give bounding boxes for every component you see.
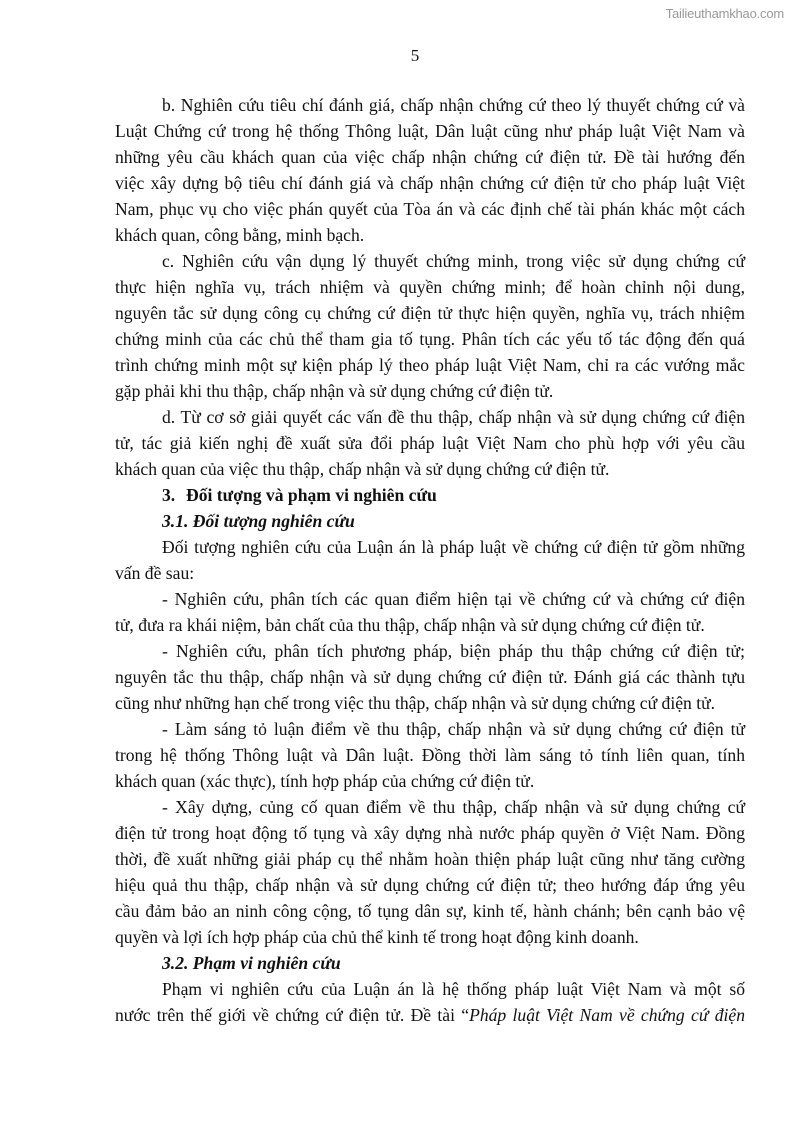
watermark: Tailieuthamkhao.com: [665, 6, 784, 21]
paragraph-line: Đối tượng nghiên cứu của Luận án là pháp luật về chứng cứ điện tử gồm những: [162, 537, 745, 557]
paragraph: [115, 248, 745, 404]
paragraph: [115, 586, 745, 638]
paragraph-line: - Làm sáng tỏ luận điểm về thu thập, chấp nhận và sử dụng chứng cứ điện tử: [162, 719, 745, 739]
paragraph-line: trong hệ thống Thông luật và Dân luật. Đồng thời làm sáng tỏ tính liên quan, tính: [115, 745, 745, 765]
paragraph: [115, 404, 745, 482]
line-text: nước trên thế giới về chứng cứ điện tử. Đề tài “: [115, 1005, 470, 1025]
subsection-heading: 3.2. Phạm vi nghiên cứu: [162, 953, 341, 973]
document-body: [115, 92, 745, 1028]
paragraph-line: d. Từ cơ sở giải quyết các vấn đề thu thập, chấp nhận và sử dụng chứng cứ điện: [162, 407, 745, 427]
subsection-heading: 3.1. Đối tượng nghiên cứu: [162, 511, 355, 531]
paragraph-line: việc xây dựng bộ tiêu chí đánh giá và chấp nhận chứng cứ điện tử cho pháp luật Việt: [115, 173, 745, 193]
paragraph-line: - Nghiên cứu, phân tích các quan điểm hiện tại về chứng cứ và chứng cứ điện: [162, 589, 745, 609]
section-number: 3.: [162, 485, 176, 505]
paragraph-line: cầu đảm bảo an ninh công cộng, tố tụng dân sự, kinh tế, hành chánh; bên cạnh bảo vệ: [115, 901, 745, 921]
paragraph-line: thực hiện nghĩa vụ, trách nhiệm và quyền chứng minh; để hoàn chỉnh nội dung,: [115, 277, 745, 297]
paragraph: [115, 716, 745, 794]
paragraph: [115, 92, 745, 248]
paragraph-line: khách quan (xác thực), tính hợp pháp của chứng cứ điện tử.: [115, 771, 535, 791]
paragraph-line: - Nghiên cứu, phân tích phương pháp, biện pháp thu thập chứng cứ điện tử;: [162, 641, 745, 661]
paragraph-line: nguyên tắc sử dụng công cụ chứng cứ điện tử thực hiện quyền, nghĩa vụ, trách nhiệm: [115, 303, 745, 323]
paragraph-line: Luật Chứng cứ trong hệ thống Thông luật, Dân luật cũng như pháp luật Việt Nam và: [115, 121, 745, 141]
paragraph-line: hiệu quả thu thập, chấp nhận và sử dụng chứng cứ điện tử; theo hướng đáp ứng yêu: [115, 875, 745, 895]
paragraph-line: nguyên tắc thu thập, chấp nhận và sử dụng chứng cứ điện tử. Đánh giá các thành tựu: [115, 667, 745, 687]
paragraph-line: tử, đưa ra khái niệm, bản chất của thu thập, chấp nhận và sử dụng chứng cứ điện tử.: [115, 615, 705, 635]
page-number: 5: [410, 46, 420, 65]
paragraph-line: vấn đề sau:: [115, 563, 195, 583]
paragraph-line: Nam, phục vụ cho việc phán quyết của Tòa án và các định chế tài phán khác một cách: [115, 199, 745, 219]
paragraph-line: trình chứng minh một sự kiện pháp lý theo pháp luật Việt Nam, chỉ ra các vướng mắc: [115, 355, 745, 375]
paragraph-line: gặp phải khi thu thập, chấp nhận và sử dụng chứng cứ điện tử.: [115, 381, 554, 401]
paragraph-line: những yêu cầu khách quan của việc chấp nhận chứng cứ điện tử. Đề tài hướng đến: [115, 147, 745, 167]
paragraph-line: thời, đề xuất những giải pháp cụ thể nhằm hoàn thiện pháp luật cũng như tăng cường: [115, 849, 745, 869]
paragraph-line: khách quan, công bằng, minh bạch.: [115, 225, 365, 245]
italic-title-text: Pháp luật Việt Nam về chứng cứ điện: [469, 1005, 745, 1025]
paragraph-line: [115, 1002, 745, 1028]
paragraph-line: tử, tác giả kiến nghị đề xuất sửa đổi pháp luật Việt Nam cho phù hợp với yêu cầu: [115, 433, 745, 453]
paragraph: [115, 638, 745, 716]
paragraph-line: cũng như những hạn chế trong việc thu thập, chấp nhận và sử dụng chứng cứ điện tử.: [115, 693, 716, 713]
section-heading: [115, 482, 745, 508]
paragraph-line: điện tử trong hoạt động tố tụng và xây dựng nhà nước pháp quyền ở Việt Nam. Đồng: [115, 823, 745, 843]
paragraph-line: - Xây dựng, củng cố quan điểm về thu thập, chấp nhận và sử dụng chứng cứ: [162, 797, 745, 817]
paragraph-line: Phạm vi nghiên cứu của Luận án là hệ thống pháp luật Việt Nam và một số: [162, 979, 745, 999]
paragraph: [115, 794, 745, 950]
paragraph-line: chứng minh của các chủ thể tham gia tố tụng. Phân tích các yếu tố tác động đến quá: [115, 329, 745, 349]
paragraph-line: b. Nghiên cứu tiêu chí đánh giá, chấp nhận chứng cứ theo lý thuyết chứng cứ và: [162, 95, 745, 115]
paragraph: [115, 534, 745, 586]
paragraph-line: khách quan của việc thu thập, chấp nhận và sử dụng chứng cứ điện tử.: [115, 459, 610, 479]
paragraph-line: quyền và lợi ích hợp pháp của chủ thể kinh tế trong hoạt động kinh doanh.: [115, 927, 639, 947]
paragraph: [115, 976, 745, 1028]
section-title: Đối tượng và phạm vi nghiên cứu: [186, 485, 437, 505]
paragraph-line: c. Nghiên cứu vận dụng lý thuyết chứng minh, trong việc sử dụng chứng cứ: [162, 251, 745, 271]
